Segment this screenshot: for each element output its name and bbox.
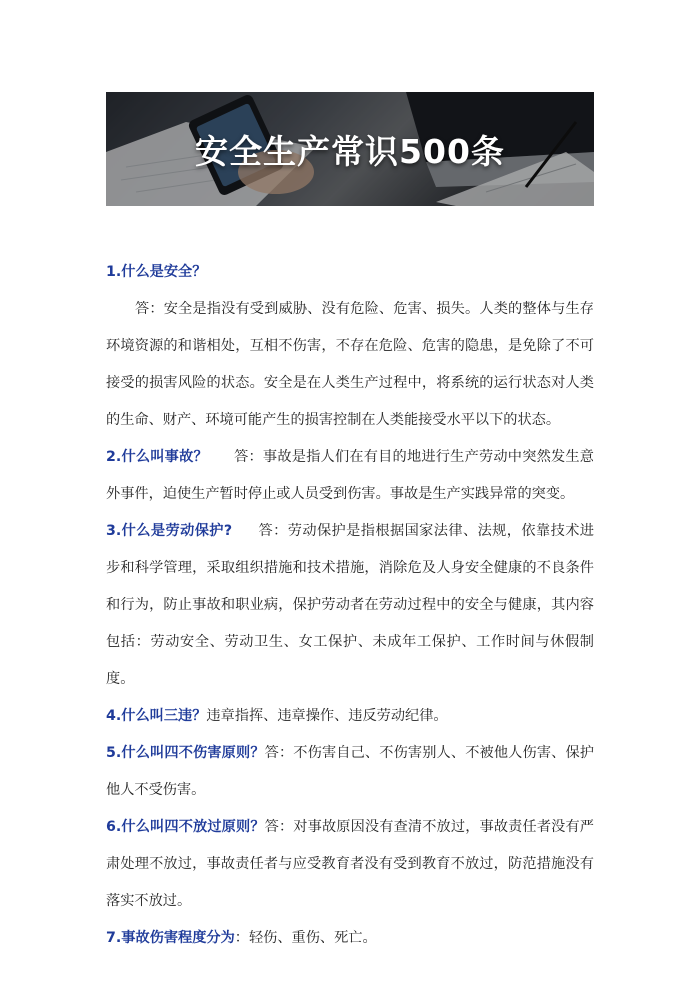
- answer-text: 答：对事故原因没有查清不放过，事故责任者没有严肃处理不放过，事故责任者与应受教育者没有受到教育不放过，防范措施没有落实不放过。: [106, 819, 594, 909]
- question-text: 6.什么叫四不放过原则？: [106, 819, 265, 835]
- answer-text: 答：事故是指人们在有目的地进行生产劳动中突然发生意外事件，迫使生产暂时停止或人员受到伤害。事故是生产实践异常的突变。: [106, 449, 594, 502]
- answer-text: 答：不伤害自己、不伤害别人、不被他人伤害、保护他人不受伤害。: [106, 745, 594, 798]
- question-text: 3.什么是劳动保护?: [106, 523, 233, 539]
- document-title: 安全生产常识500条: [195, 131, 505, 171]
- answer-text: 答：劳动保护是指根据国家法律、法规，依靠技术进步和科学管理，采取组织措施和技术措施，消除危及人身安全健康的不良条件和行为，防止事故和职业病，保护劳动者在劳动过程中的安全与健康，其内容包括：劳动安全、劳动卫生、女工保护、未成年工保护、工作时间与休假制度。: [106, 523, 594, 687]
- question-text: 4.什么叫三违？: [106, 708, 207, 724]
- question-text: 7.事故伤害程度分为: [106, 930, 235, 946]
- qa-paragraph: [106, 920, 594, 957]
- answer-paragraph: 答：安全是指没有受到威胁、没有危险、危害、损失。人类的整体与生存环境资源的和谐相处，互相不伤害，不存在危险、危害的隐患，是免除了不可接受的损害风险的状态。安全是在人类生产过程中，将系统的运行状态对人类的生命、财产、环境可能产生的损害控制在人类能接受水平以下的状态。: [106, 301, 594, 428]
- answer-text: ：轻伤、重伤、死亡。: [234, 930, 377, 946]
- qa-paragraph: [106, 698, 594, 735]
- question-text: 1.什么是安全？: [106, 264, 207, 280]
- qa-paragraph: [106, 513, 594, 698]
- question-text: 5.什么叫四不伤害原则？: [106, 745, 265, 761]
- question-heading: [106, 254, 594, 291]
- answer-text: 违章指挥、违章操作、违反劳动纪律。: [206, 708, 448, 724]
- qa-paragraph: [106, 735, 594, 809]
- document-body: [106, 254, 594, 957]
- question-text: 2.什么叫事故？: [106, 449, 208, 465]
- header-banner: [106, 92, 594, 206]
- qa-paragraph: [106, 439, 594, 513]
- qa-paragraph: [106, 809, 594, 920]
